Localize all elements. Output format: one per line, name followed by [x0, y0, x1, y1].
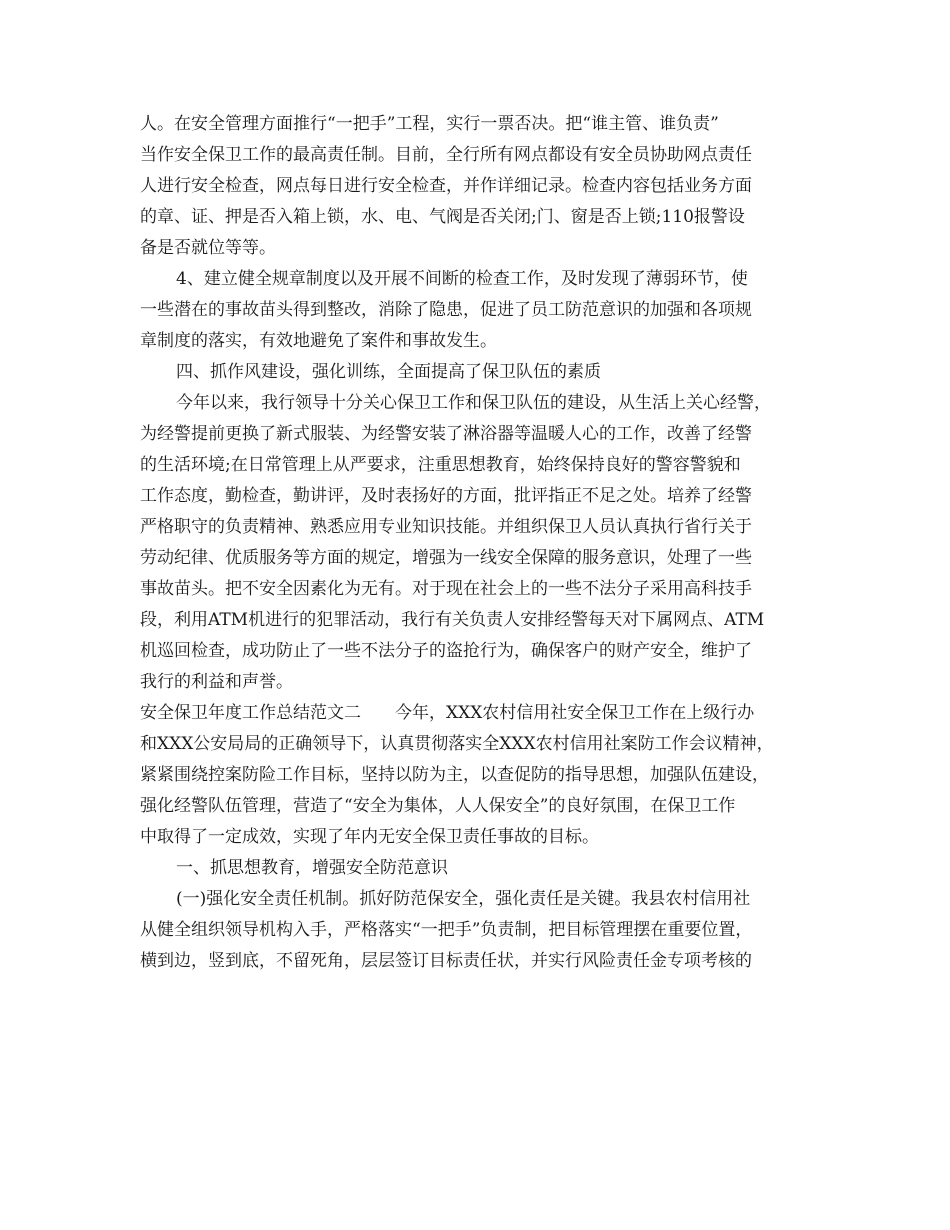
text-line: 从健全组织领导机构入手，严格落实“一把手”负责制，把目标管理摆在重要位置， — [140, 920, 753, 940]
text-line: 当作安全保卫工作的最高责任制。目前，全行所有网点都设有安全员协助网点责任 — [140, 145, 752, 165]
text-line: 备是否就位等等。 — [140, 238, 276, 258]
text-line: 机巡回检查，成功防止了一些不法分子的盗抢行为，确保客户的财产安全，维护了 — [140, 641, 752, 661]
text-line: 人。在安全管理方面推行“一把手”工程，实行一票否决。把“谁主管、谁负责” — [140, 114, 719, 134]
text-line: 段，利用ATM机进行的犯罪活动，我行有关负责人安排经警每天对下属网点、ATM — [140, 610, 765, 630]
text-line: 严格职守的负责精神、熟悉应用专业知识技能。并组织保卫人员认真执行省行关于 — [140, 517, 752, 537]
text-line: 为经警提前更换了新式服装、为经警安装了淋浴器等温暖人心的工作，改善了经警 — [140, 424, 752, 444]
text-line: 和XXX公安局局的正确领导下，认真贯彻落实全XXX农村信用社案防工作会议精神， — [140, 734, 774, 754]
text-line: 劳动纪律、优质服务等方面的规定，增强为一线安全保障的服务意识，处理了一些 — [140, 548, 752, 568]
paragraph-first-line: 今年以来，我行领导十分关心保卫工作和保卫队伍的建设，从生活上关心经警， — [176, 393, 771, 413]
text-line: 人进行安全检查，网点每日进行安全检查，并作详细记录。检查内容包括业务方面 — [140, 176, 752, 196]
text-line: 一些潜在的事故苗头得到整改，消除了隐患，促进了员工防范意识的加强和各项规 — [140, 300, 752, 320]
text-line: 的生活环境;在日常管理上从严要求，注重思想教育，始终保持良好的警容警貌和 — [140, 455, 741, 475]
text-line: 章制度的落实，有效地避免了案件和事故发生。 — [140, 331, 497, 351]
text-line: 横到边，竖到底，不留死角，层层签订目标责任状，并实行风险责任金专项考核的 — [140, 951, 752, 971]
document-title-line: 安全保卫年度工作总结范文二 今年，XXX农村信用社安全保卫工作在上级行办 — [140, 703, 755, 723]
text-line: 强化经警队伍管理，营造了“安全为集体，人人保安全”的良好氛围，在保卫工作 — [140, 796, 736, 816]
section-heading: 四、抓作风建设，强化训练，全面提高了保卫队伍的素质 — [176, 362, 601, 382]
section-heading: 一、抓思想教育，增强安全防范意识 — [176, 858, 448, 878]
paragraph-first-line: 4、建立健全规章制度以及开展不间断的检查工作，及时发现了薄弱环节，使 — [176, 269, 748, 289]
paragraph-first-line: (一)强化安全责任机制。抓好防范保安全，强化责任是关键。我县农村信用社 — [176, 889, 751, 909]
text-line: 我行的利益和声誉。 — [140, 672, 293, 692]
text-line: 工作态度，勤检查，勤讲评，及时表扬好的方面，批评指正不足之处。培养了经警 — [140, 486, 752, 506]
text-line: 中取得了一定成效，实现了年内无安全保卫责任事故的目标。 — [140, 827, 599, 847]
text-line: 的章、证、押是否入箱上锁，水、电、气阀是否关闭;门、窗是否上锁;110报警设 — [140, 207, 745, 227]
text-line: 事故苗头。把不安全因素化为无有。对于现在社会上的一些不法分子采用高科技手 — [140, 579, 752, 599]
text-line: 紧紧围绕控案防险工作目标，坚持以防为主，以查促防的指导思想，加强队伍建设， — [140, 765, 769, 785]
